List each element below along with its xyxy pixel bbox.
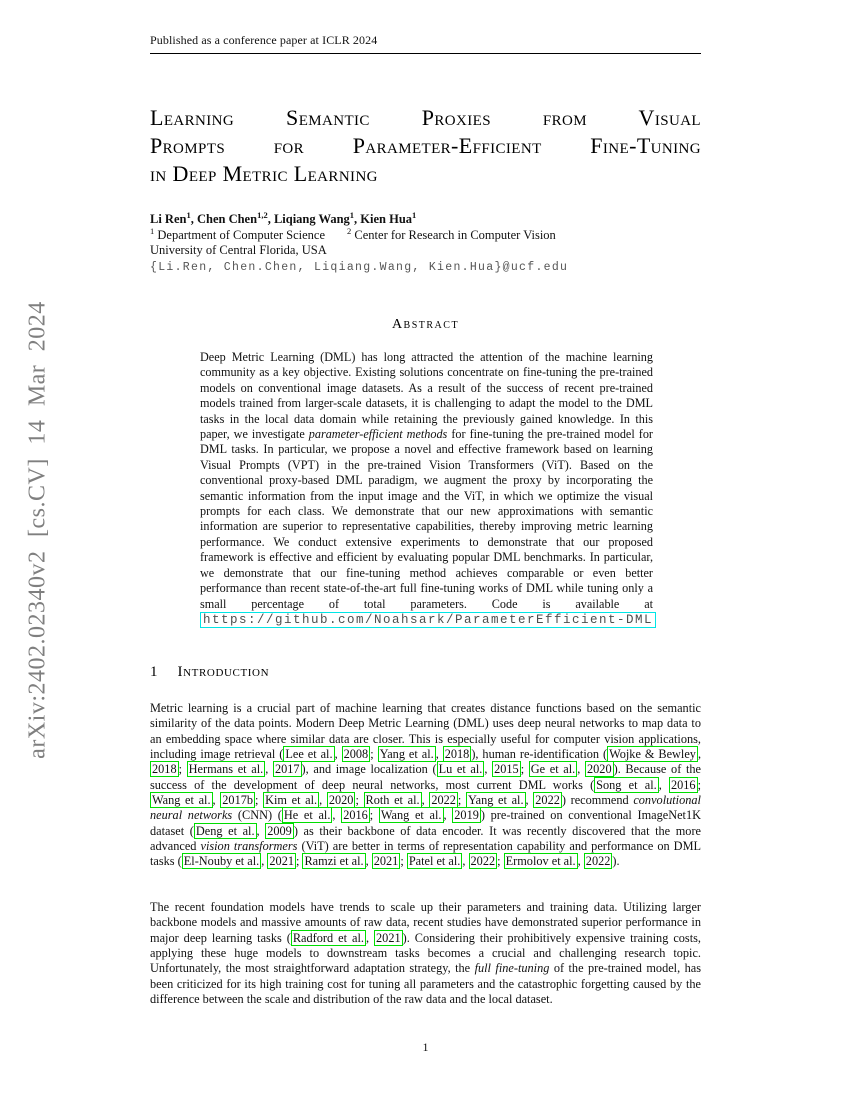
text-run: ). Considering their prohibitively expensive training costs, applying these huge models to downstream tasks becomes a crucial and challenging research topic. Unfortunately, the most straightforward adaptation strategy, the <box>150 930 701 976</box>
text-run: ) as their backbone of data encoder. It was recently discovered that the more advanced <box>150 823 702 854</box>
arxiv-watermark: arXiv:2402.02340v2 [cs.CV] 14 Mar 2024 <box>24 301 51 759</box>
citation-link[interactable]: 2018 <box>444 747 470 762</box>
citation-link[interactable]: Lee et al. <box>285 747 333 762</box>
citation-link[interactable]: 2022 <box>585 854 611 869</box>
text-run: for fine-tuning the pre-trained model for DML tasks. In particular, we propose a novel and effective framework based on learning Visual Prompts (VPT) in the pre-trained Vision Transformers (ViT). Based on the conventional proxy-based DML paradigm, we augment the proxy by incorporating the semantic information from the input image and the ViT, in which we optimize the visual prompts for each class. We demonstrate that our new approximations with semantic information are superior to representative capabilities, thereby improving metric learning performance. We conduct extensive experiments to demonstrate that our proposed framework is effective and efficient by evaluating popular DML benchmarks. In particular, we demonstrate that our fine-tuning method achieves comparable or even better performance than recent state-of-the-art full fine-tuning works of DML while tuning only a small percentage of total parameters. Code is available at <box>200 427 653 611</box>
author-university: University of Central Florida, USA <box>150 243 327 257</box>
superscript: 1 <box>412 209 417 220</box>
text-run: ) pre-trained on conventional ImageNet1K dataset ( <box>150 808 702 838</box>
citation-link[interactable]: 2021 <box>376 930 401 945</box>
abstract-heading: Abstract <box>391 317 460 332</box>
citation-link[interactable]: 2020 <box>328 793 354 808</box>
text-run: , <box>212 793 221 808</box>
text-run: , Liqiang Wang <box>267 212 350 226</box>
author-emails: {Li.Ren, Chen.Chen, Liqiang.Wang, Kien.Hua}@ucf.edu <box>150 260 569 274</box>
citation-link[interactable]: Wang et al. <box>152 793 211 808</box>
section-heading-introduction <box>150 664 701 681</box>
citation-link[interactable]: 2022 <box>470 854 496 869</box>
text-run: ; <box>255 793 264 808</box>
citation-link[interactable]: Yang et al. <box>379 747 434 762</box>
text-run: , <box>462 854 469 869</box>
text-run: , <box>265 762 273 777</box>
page-number: 1 <box>422 1040 429 1054</box>
text-run: (CNN) ( <box>232 808 282 823</box>
text-run: ; <box>697 777 701 792</box>
text-run: (ViT) are better in terms of representation capability and performance on DML tasks ( <box>150 839 702 869</box>
text-run: ). <box>612 854 620 869</box>
text-run: ; <box>457 793 466 808</box>
text-run: , <box>334 747 342 762</box>
text-run: ). Because of the success of the development of deep neural networks, most current DML works ( <box>150 762 701 792</box>
citation-link[interactable]: 2021 <box>373 854 399 869</box>
text-run: Deep Metric Learning (DML) has long attracted the attention of the machine learning community as a key objective. Existing solutions concentrate on fine-tuning the pre-trained models on conventional image datasets. As a result of the success of recent pre-trained models trained from larger-scale datasets, it is challenging to adapt the model to the DML tasks in the local data domain while retaining the previously gained knowledge. In this paper, we investigate <box>200 350 653 442</box>
text-run: , <box>421 793 430 808</box>
text-run: of the pre-trained model, has been criticized for its high training cost for tuning all parameters and the catastrophic forgetting caused by the difference between the scale and distribution of the raw data and the local dataset. <box>150 961 702 1007</box>
citation-link[interactable]: 2009 <box>267 823 292 838</box>
citation-link[interactable]: 2022 <box>535 793 560 808</box>
title-line: in Deep Metric Learning <box>150 161 378 186</box>
italic-text-run: vision transformers <box>200 839 298 854</box>
section-title: Introduction <box>177 664 270 680</box>
citation-link[interactable]: 2022 <box>431 793 456 808</box>
citation-link[interactable]: 2018 <box>152 762 177 777</box>
text-run: The recent foundation models have trends to scale up their parameters and training data. Utilizing larger backbone models and massive amounts of raw data, recent studies have demonstrated superior performance in major deep learning tasks ( <box>150 900 701 945</box>
citation-link[interactable]: 2017 <box>274 762 300 777</box>
intro-paragraph-2 <box>150 900 701 1007</box>
italic-text-run: full fine-tuning <box>474 961 550 976</box>
text-run: ; <box>400 854 407 869</box>
text-run: , <box>697 747 702 762</box>
citation-link[interactable]: Wang et al. <box>380 808 442 823</box>
text-run: ; <box>497 854 504 869</box>
citation-link[interactable]: 2016 <box>670 777 696 792</box>
text-run: , <box>577 854 584 869</box>
italic-text-run: parameter-efficient methods <box>308 427 448 442</box>
text-run: , <box>443 808 453 823</box>
title-line: Learning Semantic Proxies from Visual <box>150 105 701 130</box>
text-run: ; <box>370 747 378 762</box>
text-run: Li Ren <box>150 212 187 226</box>
text-run: , <box>484 762 493 777</box>
text-run: , <box>658 777 669 792</box>
citation-link[interactable]: Ermolov et al. <box>505 854 576 869</box>
text-run: , <box>365 930 375 945</box>
italic-text-run: convolutional neural networks <box>150 793 701 823</box>
text-run: ; <box>295 854 303 869</box>
text-run: , <box>261 854 268 869</box>
citation-link[interactable]: El-Nouby et al. <box>183 854 260 869</box>
citation-link[interactable]: Yang et al. <box>467 793 524 808</box>
text-run: , <box>332 808 342 823</box>
citation-link[interactable]: 2008 <box>343 747 369 762</box>
code-repository-link[interactable]: https://github.com/Noahsark/ParameterEfficient-DML <box>200 612 656 628</box>
text-run: ; <box>355 793 364 808</box>
title-line: Prompts for Parameter-Efficient Fine-Tuning <box>150 133 701 158</box>
citation-link[interactable]: He et al. <box>283 808 331 823</box>
intro-paragraph-1 <box>150 701 701 870</box>
citation-link[interactable]: Ramzi et al. <box>304 854 364 869</box>
citation-link[interactable]: 2019 <box>454 808 479 823</box>
citation-link[interactable]: Kim et al. <box>265 793 318 808</box>
text-run: ; <box>369 808 379 823</box>
citation-link[interactable]: Lu et al. <box>438 762 483 777</box>
abstract-body <box>200 350 653 628</box>
citation-link[interactable]: Song et al. <box>596 777 657 792</box>
citation-link[interactable]: 2021 <box>269 854 294 869</box>
text-run: , <box>577 762 585 777</box>
text-run: ), human re-identification ( <box>471 747 608 762</box>
superscript: 1 <box>150 225 155 236</box>
citation-link[interactable]: Ge et al. <box>530 762 576 777</box>
citation-link[interactable]: Patel et al. <box>408 854 461 869</box>
author-affiliations <box>150 225 701 244</box>
text-run: , Chen Chen <box>190 212 258 226</box>
conference-header: Published as a conference paper at ICLR 2024 <box>150 33 701 54</box>
superscript: 1 <box>349 209 355 220</box>
text-run: , <box>365 854 372 869</box>
text-run: ) recommend <box>561 793 634 808</box>
text-run: Metric learning is a crucial part of machine learning that creates distance functions based on the semantic similarity of the data points. Modern Deep Metric Learning (DML) uses deep neural networks to map data to an embedding space where similar data are closer. This is especially useful for computer vision applications, including image retrieval ( <box>150 701 701 762</box>
citation-link[interactable]: 2017b <box>222 793 254 808</box>
text-run: , <box>435 747 443 762</box>
text-run: , <box>319 793 327 808</box>
citation-link[interactable]: Roth et al. <box>365 793 420 808</box>
text-run: Department of Computer Science <box>154 227 326 242</box>
text-run: , Kien Hua <box>354 212 413 226</box>
citation-link[interactable]: Hermans et al. <box>188 762 264 777</box>
author-block <box>150 209 701 275</box>
section-number: 1 <box>150 664 158 680</box>
text-run: Center for Research in Computer Vision <box>351 227 556 242</box>
superscript: 2 <box>347 225 352 236</box>
superscript: 1,2 <box>257 209 268 220</box>
citation-link[interactable]: 2016 <box>343 808 368 823</box>
citation-link[interactable]: 2015 <box>494 762 519 777</box>
text-run: ), and image localization ( <box>301 762 437 777</box>
text-run: , <box>256 823 266 838</box>
text-run: , <box>525 793 534 808</box>
citation-link[interactable]: Wojke & Bewley <box>609 747 696 762</box>
citation-link[interactable]: Deng et al. <box>195 823 255 838</box>
author-names <box>150 209 701 228</box>
citation-link[interactable]: Radford et al. <box>292 930 364 945</box>
text-run: ; <box>178 762 187 777</box>
citation-link[interactable]: 2020 <box>587 762 612 777</box>
text-run: ; <box>520 762 529 777</box>
superscript: 1 <box>186 209 191 220</box>
paper-title <box>150 104 701 188</box>
